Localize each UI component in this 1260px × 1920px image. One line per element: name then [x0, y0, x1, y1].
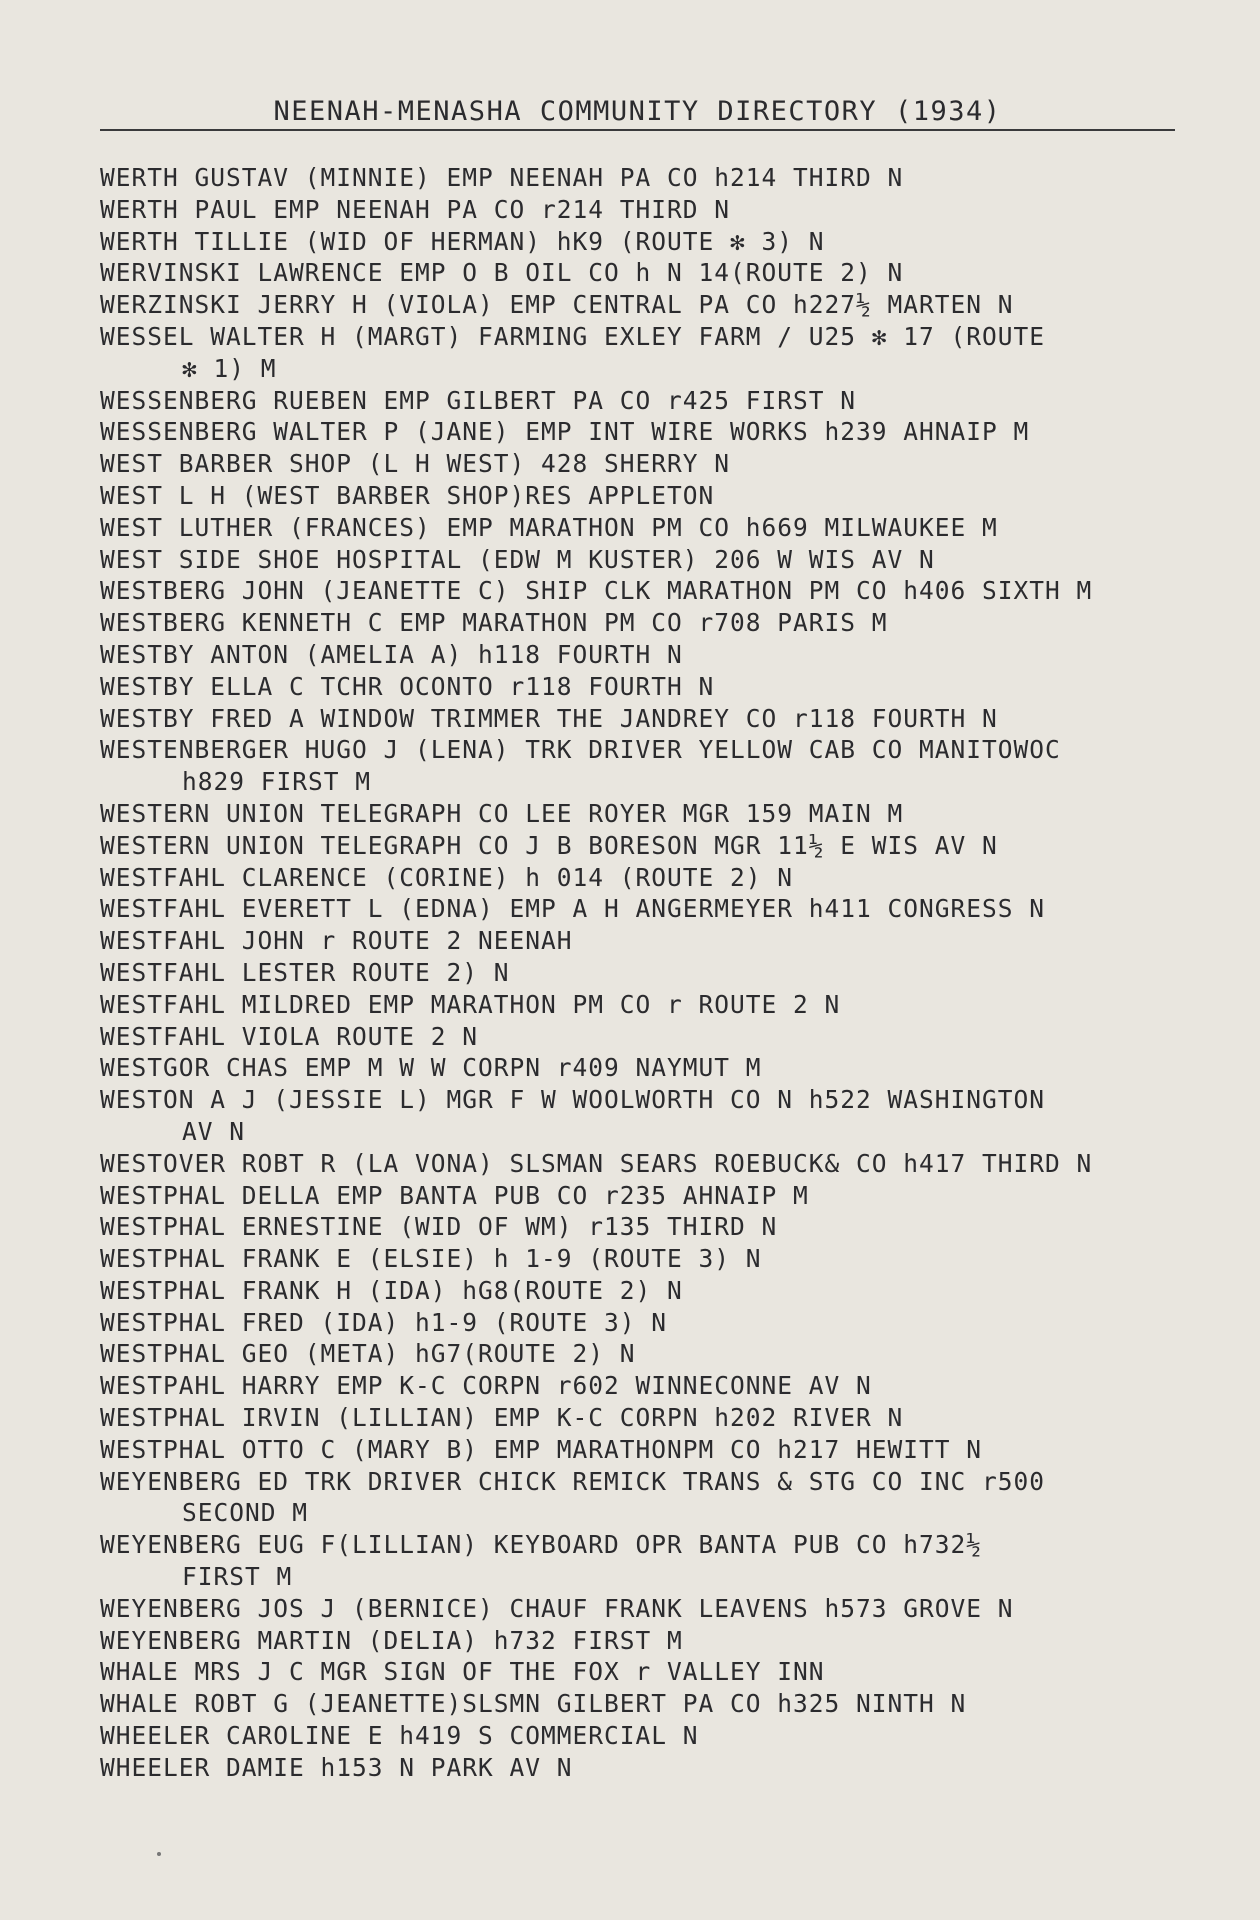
directory-entry: WEYENBERG EUG F(LILLIAN) KEYBOARD OPR BANTA PUB CO h732½	[100, 1530, 983, 1560]
directory-entry: WESTOVER ROBT R (LA VONA) SLSMAN SEARS ROEBUCK& CO h417 THIRD N	[100, 1148, 1093, 1178]
page-header: NEENAH-MENASHA COMMUNITY DIRECTORY (1934)	[100, 96, 1175, 131]
directory-entry-continuation: h829 FIRST M	[182, 767, 372, 797]
directory-entry: WHEELER CAROLINE E h419 S COMMERCIAL N	[100, 1721, 699, 1751]
directory-entry: WESSENBERG RUEBEN EMP GILBERT PA CO r425 FIRST N	[100, 385, 857, 415]
directory-entry: WESTBERG JOHN (JEANETTE C) SHIP CLK MARATHON PM CO h406 SIXTH M	[100, 576, 1093, 606]
directory-entry: WEST LUTHER (FRANCES) EMP MARATHON PM CO h669 MILWAUKEE M	[100, 512, 998, 542]
directory-entry: WESTPHAL FRED (IDA) h1-9 (ROUTE 3) N	[100, 1307, 668, 1337]
directory-entry-continuation: ✻ 1) M	[182, 353, 277, 383]
directory-entry: WESTENBERGER HUGO J (LENA) TRK DRIVER YELLOW CAB CO MANITOWOC	[100, 735, 1061, 765]
directory-entry: WERTH TILLIE (WID OF HERMAN) hK9 (ROUTE ✻ 3) N	[100, 226, 825, 256]
directory-entries	[100, 162, 1220, 1784]
directory-entry: WESTFAHL CLARENCE (CORINE) h 014 (ROUTE 2) N	[100, 862, 794, 892]
directory-entry: WESSENBERG WALTER P (JANE) EMP INT WIRE WORKS h239 AHNAIP M	[100, 417, 1030, 447]
directory-entry: WESTBY FRED A WINDOW TRIMMER THE JANDREY CO r118 FOURTH N	[100, 703, 998, 733]
directory-entry: WESTBY ANTON (AMELIA A) h118 FOURTH N	[100, 639, 683, 669]
directory-entry: WESTERN UNION TELEGRAPH CO J B BORESON MGR 11½ E WIS AV N	[100, 830, 998, 860]
paper-speck	[157, 1852, 161, 1856]
directory-entry: WESTPHAL OTTO C (MARY B) EMP MARATHONPM CO h217 HEWITT N	[100, 1434, 983, 1464]
directory-entry: WHEELER DAMIE h153 N PARK AV N	[100, 1752, 573, 1782]
directory-entry: WESTFAHL MILDRED EMP MARATHON PM CO r ROUTE 2 N	[100, 989, 841, 1019]
directory-entry: WESTPHAL ERNESTINE (WID OF WM) r135 THIRD N	[100, 1212, 778, 1242]
directory-entry: WHALE ROBT G (JEANETTE)SLSMN GILBERT PA CO h325 NINTH N	[100, 1689, 967, 1719]
directory-entry: WESTERN UNION TELEGRAPH CO LEE ROYER MGR 159 MAIN M	[100, 798, 904, 828]
directory-entry: WESTFAHL EVERETT L (EDNA) EMP A H ANGERMEYER h411 CONGRESS N	[100, 894, 1046, 924]
directory-entry: WESTFAHL JOHN r ROUTE 2 NEENAH	[100, 926, 573, 956]
directory-entry: WERVINSKI LAWRENCE EMP O B OIL CO h N 14(ROUTE 2) N	[100, 258, 904, 288]
directory-entry: WEST L H (WEST BARBER SHOP)RES APPLETON	[100, 480, 715, 510]
directory-entry-continuation: SECOND M	[182, 1498, 309, 1528]
directory-entry: WEYENBERG MARTIN (DELIA) h732 FIRST M	[100, 1625, 683, 1655]
directory-entry: WEYENBERG JOS J (BERNICE) CHAUF FRANK LEAVENS h573 GROVE N	[100, 1593, 1014, 1623]
directory-entry: WERTH GUSTAV (MINNIE) EMP NEENAH PA CO h214 THIRD N	[100, 163, 904, 192]
directory-entry: WESTPHAL FRANK E (ELSIE) h 1-9 (ROUTE 3) N	[100, 1244, 762, 1274]
directory-entry: WESTON A J (JESSIE L) MGR F W WOOLWORTH CO N h522 WASHINGTON	[100, 1085, 1046, 1115]
directory-entry: WEST BARBER SHOP (L H WEST) 428 SHERRY N	[100, 449, 731, 479]
directory-entry: WESTGOR CHAS EMP M W W CORPN r409 NAYMUT M	[100, 1053, 762, 1083]
directory-entry: WESSEL WALTER H (MARGT) FARMING EXLEY FARM / U25 ✻ 17 (ROUTE	[100, 321, 1046, 351]
directory-entry-continuation: FIRST M	[182, 1562, 293, 1592]
directory-entry: WESTPHAL IRVIN (LILLIAN) EMP K-C CORPN h202 RIVER N	[100, 1403, 904, 1433]
directory-entry: WESTPHAL GEO (META) hG7(ROUTE 2) N	[100, 1339, 636, 1369]
directory-entry: WEST SIDE SHOE HOSPITAL (EDW M KUSTER) 206 W WIS AV N	[100, 544, 935, 574]
directory-entry: WEYENBERG ED TRK DRIVER CHICK REMICK TRANS & STG CO INC r500	[100, 1466, 1046, 1496]
directory-entry: WHALE MRS J C MGR SIGN OF THE FOX r VALLEY INN	[100, 1657, 825, 1687]
directory-entry: WESTPHAL DELLA EMP BANTA PUB CO r235 AHNAIP M	[100, 1180, 809, 1210]
directory-entry: WESTFAHL VIOLA ROUTE 2 N	[100, 1021, 479, 1051]
directory-entry: WERZINSKI JERRY H (VIOLA) EMP CENTRAL PA CO h227½ MARTEN N	[100, 290, 1014, 320]
directory-entry: WESTPAHL HARRY EMP K-C CORPN r602 WINNECONNE AV N	[100, 1371, 872, 1401]
directory-entry: WESTBERG KENNETH C EMP MARATHON PM CO r708 PARIS M	[100, 608, 888, 638]
directory-entry: WESTFAHL LESTER ROUTE 2) N	[100, 957, 510, 987]
directory-entry: WESTBY ELLA C TCHR OCONTO r118 FOURTH N	[100, 671, 715, 701]
directory-entry: WERTH PAUL EMP NEENAH PA CO r214 THIRD N	[100, 194, 731, 224]
directory-entry-continuation: AV N	[182, 1116, 246, 1146]
directory-entry: WESTPHAL FRANK H (IDA) hG8(ROUTE 2) N	[100, 1275, 683, 1305]
